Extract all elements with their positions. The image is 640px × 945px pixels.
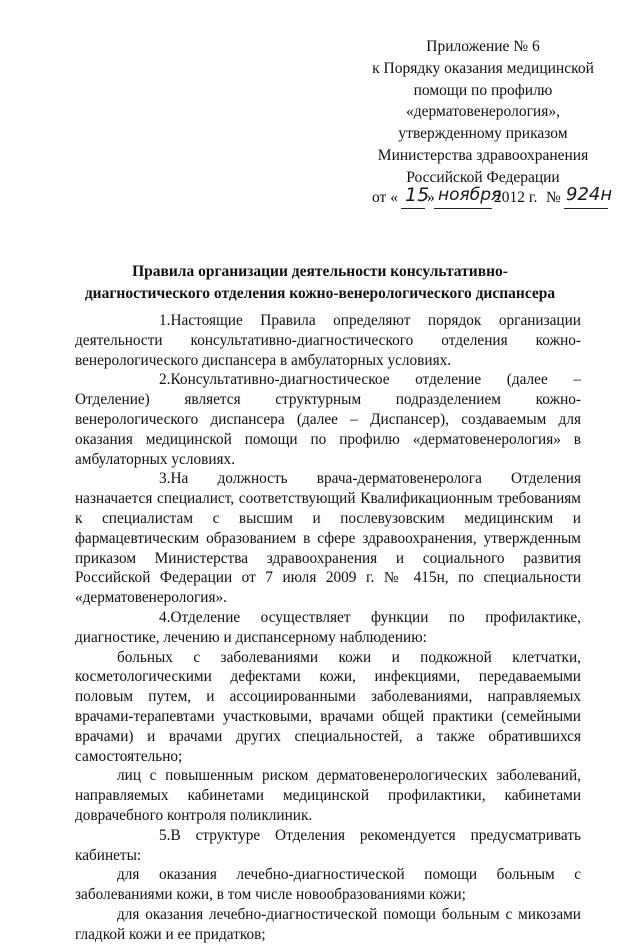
paragraph-text: В структуре Отделения рекомендуется предусматривать кабинеты: <box>75 826 581 864</box>
date-day-close: » <box>427 189 435 206</box>
paragraph-text: для оказания лечебно-диагностической помощи больным с заболеваниями кожи, в том числе новообразованиями кожи; <box>75 866 581 904</box>
paragraph <box>75 648 581 767</box>
paragraph <box>75 766 581 825</box>
appendix-line: Приложение № 6 <box>426 38 540 55</box>
paragraph-text: лиц с повышенным риском дерматовенерологических заболеваний, направляемых кабинетами медицинской профилактики, кабинетами доврачебного контроля поликлиник. <box>75 767 581 824</box>
paragraph-text: Настоящие Правила определяют порядок организации деятельности консультативно-диагностического отделения кожно-венерологического диспансера в амбулаторных условиях. <box>75 312 581 369</box>
paragraph-number: 3. <box>159 470 171 488</box>
date-year: 2012 г. <box>494 189 538 206</box>
appendix-line: утвержденному приказом <box>398 125 568 143</box>
paragraph-text: Консультативно-диагностическое отделение (далее – Отделение) является структурным подразделением кожно-венерологического диспансера (далее – Диспансер), создаваемым для оказания медицинской помощи по профилю «дерматовенерология» в амбулаторных условиях. <box>75 371 581 468</box>
handwritten-day: 15 <box>405 184 430 206</box>
appendix-header <box>360 36 606 189</box>
day-underline <box>401 208 425 209</box>
appendix-line: «дерматовенерология», <box>405 103 560 121</box>
handwritten-order-number: 924н <box>566 184 613 205</box>
appendix-line: помощи по профилю <box>413 81 553 99</box>
paragraph <box>75 826 581 866</box>
paragraph <box>75 865 581 905</box>
paragraph <box>75 311 581 370</box>
paragraph <box>75 905 581 945</box>
paragraph-number: 1. <box>159 312 171 329</box>
paragraph-number: 4. <box>159 608 171 626</box>
title-line: диагностического отделения кожно-венерологического диспансера <box>84 284 556 302</box>
document-body <box>75 311 581 945</box>
paragraph <box>75 469 581 608</box>
appendix-line: Министерства здравоохранения <box>377 146 589 164</box>
appendix-line: Российской Федерации <box>406 168 560 186</box>
paragraph-number: 2. <box>159 371 171 389</box>
number-underline <box>564 208 608 209</box>
appendix-line: к Порядку оказания медицинской <box>372 59 594 77</box>
date-prefix: от « <box>372 189 398 206</box>
handwritten-month: ноября <box>438 185 502 205</box>
paragraph <box>75 370 581 469</box>
month-underline <box>434 208 492 209</box>
paragraph-text: для оказания лечебно-диагностической помощи больным с микозами гладкой кожи и ее придатков; <box>75 905 581 943</box>
paragraph <box>75 608 581 648</box>
title-line: Правила организации деятельности консультативно- <box>132 263 508 280</box>
document-title <box>60 261 580 304</box>
paragraph-text: На должность врача-дерматовенеролога Отделения назначается специалист, соответствующий Квалификационным требованиям к специалистам с высшим и послевузовским медицинским и фармацевтическим образованием в сфере здравоохранения, утвержденным приказом Министерства здравоохранения и социального развития Российской Федерации от 7 июля 2009 г. № 415н, по специальности «дерматовенерология». <box>75 470 581 607</box>
order-date-line <box>372 186 612 214</box>
paragraph-number: 5. <box>159 826 171 844</box>
order-number-sign: № <box>546 189 561 206</box>
paragraph-text: больных с заболеваниями кожи и подкожной клетчатки, косметологическими дефектами кожи, инфекциями, передаваемыми половым путем, и ассоциированными заболеваниями, направляемых врачами-терапевтами участковыми, врачами общей практики (семейными врачами) и врачами других специальностей, а также обратившихся самостоятельно; <box>75 648 581 765</box>
paragraph-text: Отделение осуществляет функции по профилактике, диагностике, лечению и диспансерному наблюдению: <box>75 608 581 646</box>
